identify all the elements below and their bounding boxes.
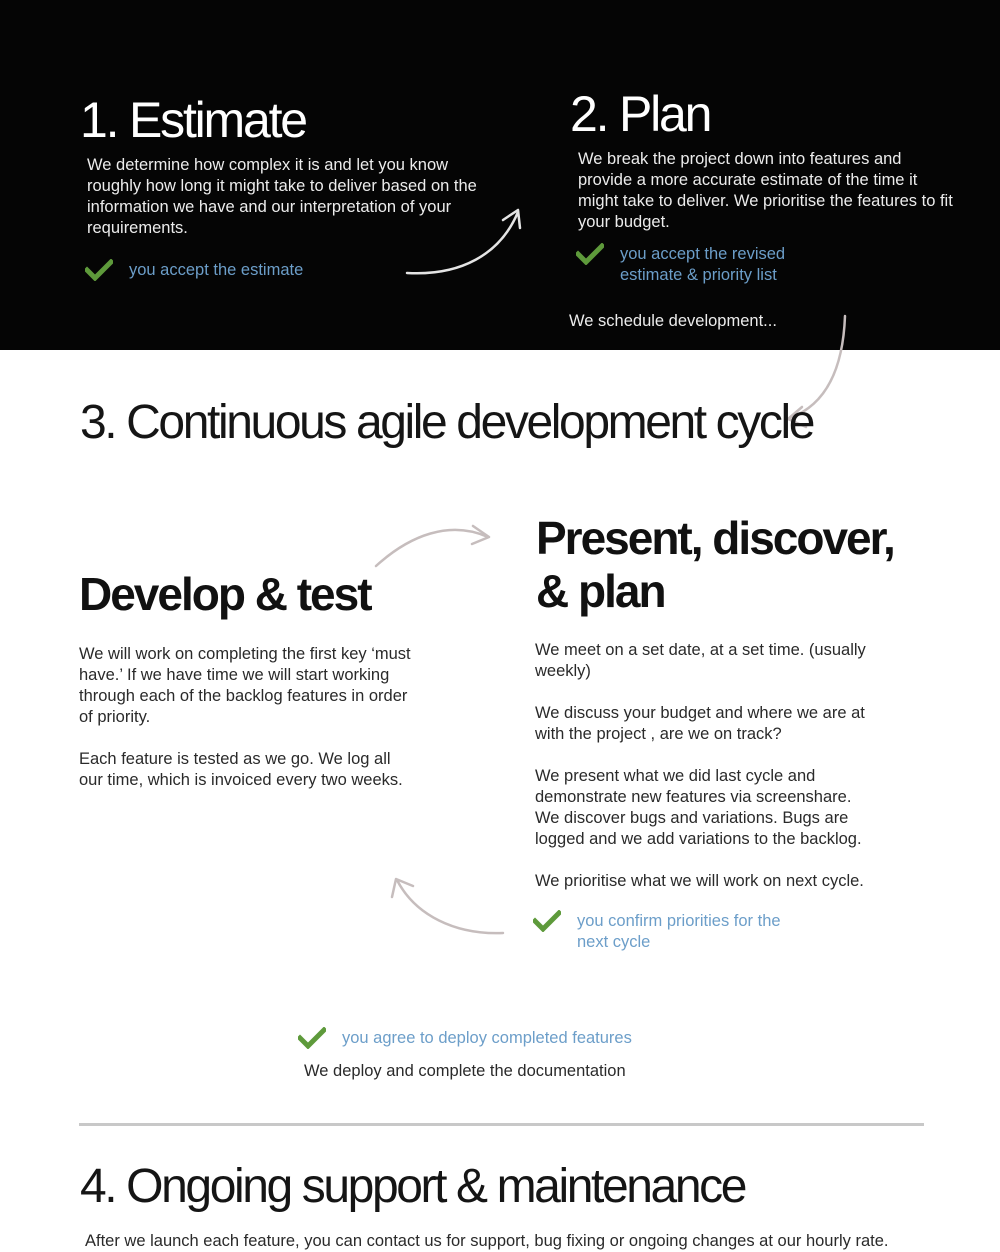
check-icon: [576, 243, 604, 265]
check-icon: [85, 259, 113, 281]
present-paragraph-3: We present what we did last cycle and demonstrate new features via screenshare. We discover bugs and variations. Bugs are logged and we add variations to the backlog.: [535, 767, 862, 848]
step-2-confirm-text: [620, 244, 785, 286]
check-icon: [533, 910, 561, 932]
deploy-confirmation: [298, 1027, 632, 1049]
develop-paragraph-2: Each feature is tested as we go. We log all our time, which is invoiced every two weeks.: [79, 750, 403, 789]
present-confirm-line-2: next cycle: [577, 933, 651, 951]
present-heading-line-1: Present, discover,: [536, 512, 894, 564]
step-1-confirm-text: you accept the estimate: [129, 261, 304, 279]
present-discover-heading: [536, 512, 956, 618]
arrow-to-plan-icon: [400, 200, 530, 280]
step-2-description: We break the project down into features and provide a more accurate estimate of the time it might take to deliver. We prioritise the features to fit your budget.: [578, 150, 953, 231]
step-1-title: 1. Estimate: [80, 92, 306, 148]
section-divider: [79, 1123, 924, 1126]
step-3-title: 3. Continuous agile development cycle: [80, 396, 814, 449]
step-4-title: 4. Ongoing support & maintenance: [80, 1160, 746, 1213]
step-1-confirmation: [85, 259, 303, 281]
arrow-back-to-develop-icon: [385, 870, 510, 940]
present-confirm-line-1: you confirm priorities for the: [577, 912, 781, 930]
step-2-confirm-line-1: you accept the revised: [620, 245, 786, 263]
deploy-documentation-text: We deploy and complete the documentation: [304, 1062, 626, 1080]
present-paragraph-2: We discuss your budget and where we are at with the project , are we on track?: [535, 704, 865, 743]
check-icon: [298, 1027, 326, 1049]
present-paragraph-4: We prioritise what we will work on next cycle.: [535, 872, 864, 890]
arrow-to-present-icon: [370, 515, 500, 575]
deploy-confirm-text: you agree to deploy completed features: [342, 1029, 632, 1047]
present-confirmation: [533, 910, 781, 953]
present-discover-text: [535, 640, 880, 913]
present-confirm-text: [577, 911, 781, 953]
develop-test-heading: Develop & test: [79, 568, 371, 620]
step-2-title: 2. Plan: [570, 86, 711, 142]
step-2-confirm-line-2: estimate & priority list: [620, 266, 777, 284]
present-paragraph-1: We meet on a set date, at a set time. (usually weekly): [535, 641, 866, 680]
step-1-description: We determine how complex it is and let you know roughly how long it might take to deliver based on the information we have and our interpretation of your requirements.: [87, 156, 477, 237]
step-4-description: After we launch each feature, you can contact us for support, bug fixing or ongoing changes at our hourly rate.: [85, 1232, 889, 1250]
present-heading-line-2: & plan: [536, 565, 665, 617]
step-2-confirmation: [576, 243, 785, 286]
schedule-development-text: We schedule development...: [569, 312, 777, 330]
develop-paragraph-1: We will work on completing the first key ‘must have.’ If we have time we will start working through each of the backlog features in order of priority.: [79, 645, 411, 726]
develop-test-text: [79, 644, 414, 812]
